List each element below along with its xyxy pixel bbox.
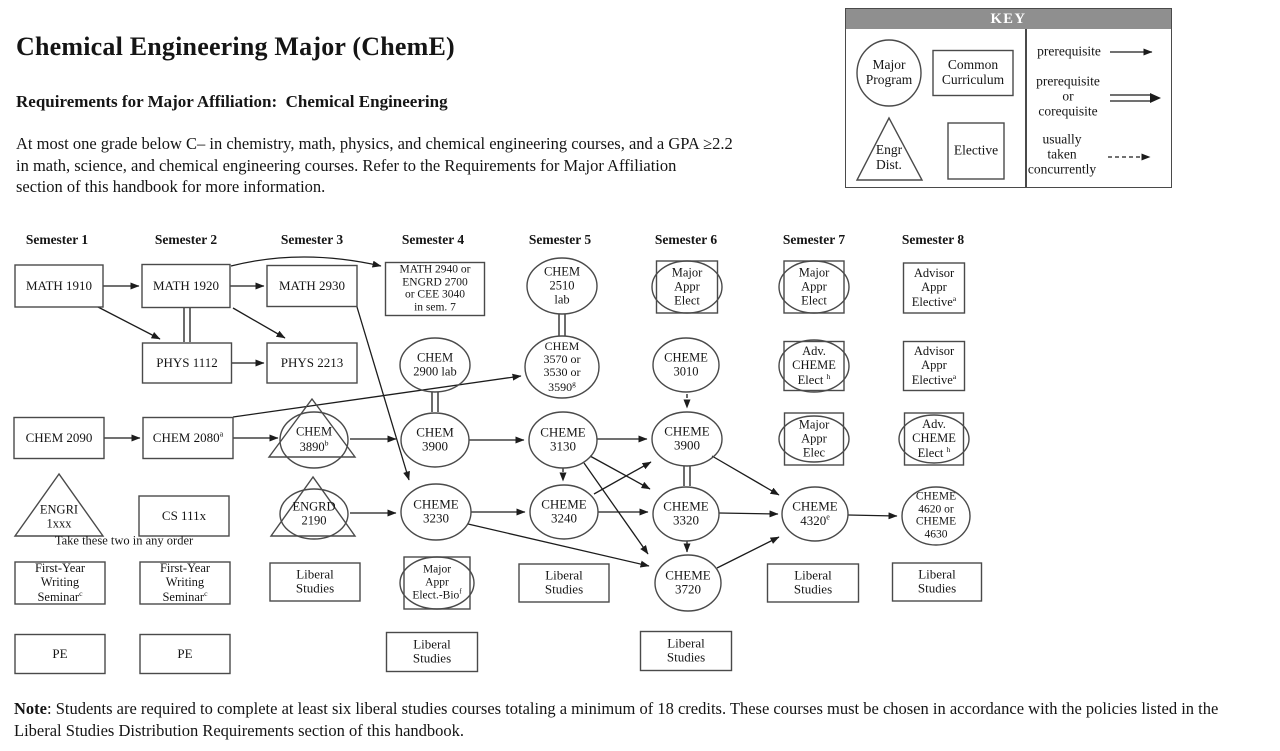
node-chem-3890-label: CHEM 3890$^b$ xyxy=(295,424,333,454)
affiliation-subtitle: Requirements for Major Affiliation: Chemical Engineering xyxy=(16,92,448,111)
node-pe-s1-label: PE xyxy=(52,645,68,661)
semester-header-2: Semester 2 xyxy=(154,232,218,247)
node-chem-2090-label: CHEM 2090 xyxy=(25,429,93,445)
edge-math1910-phys1112 xyxy=(98,307,160,339)
note-label: Note xyxy=(14,699,47,718)
node-advisor-appr-elective-s8r2-label: Advisor Appr Elective$^a$ xyxy=(911,343,957,387)
node-fyw-seminar-s1-label: First-Year Writing Seminar$^c$ xyxy=(34,560,86,604)
semester-header-8: Semester 8 xyxy=(901,232,965,247)
node-major-appr-elect-s6-label: Major Appr Elect xyxy=(671,265,703,307)
node-math-2940-alt-label: MATH 2940 or ENGRD 2700 or CEE 3040 in sem. 7 xyxy=(399,263,471,314)
edge-chem2080-chem3570 xyxy=(233,376,521,417)
node-chem-3900-label: CHEM 3900 xyxy=(416,424,454,454)
node-legend-prerequisite-or-corequisite-label: prerequisite or corequisite xyxy=(1036,73,1100,119)
node-math-2930-label: MATH 2930 xyxy=(278,277,346,293)
node-chem-2900-lab-label: CHEM 2900 lab xyxy=(413,350,457,378)
node-phys-2213-label: PHYS 2213 xyxy=(280,354,344,370)
node-liberal-studies-s3-label: Liberal Studies xyxy=(295,566,335,596)
note-line: Note: Students are required to complete at least six liberal studies courses totaling a minimum of 18 credits. These courses must be chosen in accordance with the policies listed in the xyxy=(14,699,1219,718)
node-liberal-studies-s8-label: Liberal Studies xyxy=(917,566,957,596)
node-advisor-appr-elective-s8r1-label: Advisor Appr Elective$^a$ xyxy=(911,265,957,309)
node-chem-2080-label: CHEM 2080$^a$ xyxy=(152,429,224,446)
legend-arrow-prerequisite-or-corequisite xyxy=(1150,93,1161,103)
node-cheme-3010-label: CHEME 3010 xyxy=(664,350,708,378)
node-major-appr-elec-s7-label: Major Appr Elec xyxy=(798,417,830,459)
node-cheme-3720-label: CHEME 3720 xyxy=(665,567,711,597)
node-math-1910-label: MATH 1910 xyxy=(25,277,93,293)
edge-cheme3130-cheme3720 xyxy=(584,463,648,554)
paragraph-line: section of this handbook for more information. xyxy=(16,177,326,196)
node-engrd-2190-label: ENGRD 2190 xyxy=(292,499,336,527)
edge-cheme4320-cheme4620 xyxy=(848,515,897,516)
semester-header-5: Semester 5 xyxy=(528,232,592,247)
node-chem-3570-label: CHEM 3570 or 3530 or 3590$^g$ xyxy=(543,339,581,394)
node-engri-1xxx-label: ENGRI 1xxx xyxy=(39,502,79,530)
node-cheme-3240-label: CHEME 3240 xyxy=(541,496,587,526)
node-liberal-studies-s5-label: Liberal Studies xyxy=(544,567,584,597)
node-legend-prerequisite-label: prerequisite xyxy=(1037,43,1101,59)
edge-math1920-math2940 xyxy=(231,257,381,266)
semester-header-7: Semester 7 xyxy=(782,232,846,247)
node-cheme-3230-label: CHEME 3230 xyxy=(413,496,459,526)
node-cheme-3900-label: CHEME 3900 xyxy=(664,423,710,453)
footer-note xyxy=(14,698,1274,742)
page-title: Chemical Engineering Major (ChemE) xyxy=(16,32,455,61)
node-cheme-3130-label: CHEME 3130 xyxy=(540,424,586,454)
semester-header-4: Semester 4 xyxy=(401,232,465,247)
node-major-appr-elect-s7-label: Major Appr Elect xyxy=(798,265,830,307)
node-key-engr-dist-label: Engr Dist. xyxy=(875,142,903,172)
node-cs-111x-label: CS 111x xyxy=(161,507,207,523)
node-liberal-studies-s6b-label: Liberal Studies xyxy=(666,635,706,665)
node-adv-cheme-elect-s7-label: Adv. CHEME Elect $^h$ xyxy=(792,343,836,387)
node-take-two-annotation-label: Take these two in any order xyxy=(54,533,194,548)
note-line: Liberal Studies Distribution Requirements section of this handbook. xyxy=(14,721,465,740)
paragraph-line: in math, science, and chemical engineering courses. Refer to the Requirements for Major Affiliation xyxy=(16,155,677,175)
node-key-elective-label: Elective xyxy=(953,142,999,158)
node-major-appr-elect-bio-s4-label: Major Appr Elect.-Bio$^f$ xyxy=(412,563,462,602)
node-liberal-studies-s7-label: Liberal Studies xyxy=(793,567,833,597)
node-key-major-program-label: Major Program xyxy=(865,57,913,87)
edge-cheme3320-cheme4320 xyxy=(719,513,778,514)
paragraph-line: At most one grade below C– in chemistry, math, physics, and chemical engineering courses, and a GPA ≥2.2 xyxy=(16,134,733,153)
edge-math1920-phys2213 xyxy=(233,308,285,338)
legend-key-title: KEY xyxy=(846,9,1171,29)
semester-header-6: Semester 6 xyxy=(654,232,718,247)
node-key-common-curriculum-label: Common Curriculum xyxy=(941,57,1005,87)
semester-header-1: Semester 1 xyxy=(25,232,89,247)
node-math-1920-label: MATH 1920 xyxy=(152,277,220,293)
node-pe-s2-label: PE xyxy=(177,645,193,661)
edge-cheme3230-cheme3720 xyxy=(468,524,649,566)
node-phys-1112-label: PHYS 1112 xyxy=(156,354,218,370)
node-cheme-4620-4630-label: CHEME 4620 or CHEME 4630 xyxy=(915,490,957,541)
node-cheme-4320-label: CHEME 4320e xyxy=(792,498,838,529)
node-fyw-seminar-s2-label: First-Year Writing Seminar$^c$ xyxy=(159,560,211,604)
semester-header-3: Semester 3 xyxy=(280,232,344,247)
node-cheme-3320-label: CHEME 3320 xyxy=(663,498,709,528)
node-liberal-studies-s4b-label: Liberal Studies xyxy=(412,636,452,666)
node-chem-2510-lab-label: CHEM 2510 lab xyxy=(543,264,581,306)
edge-cheme3240-cheme3900 xyxy=(594,462,651,494)
node-adv-cheme-elect-s8-label: Adv. CHEME Elect $^h$ xyxy=(912,416,956,460)
node-legend-usually-taken-concurrently-label: usually taken concurrently xyxy=(1027,131,1097,177)
edge-cheme3900-cheme4320 xyxy=(712,456,779,495)
